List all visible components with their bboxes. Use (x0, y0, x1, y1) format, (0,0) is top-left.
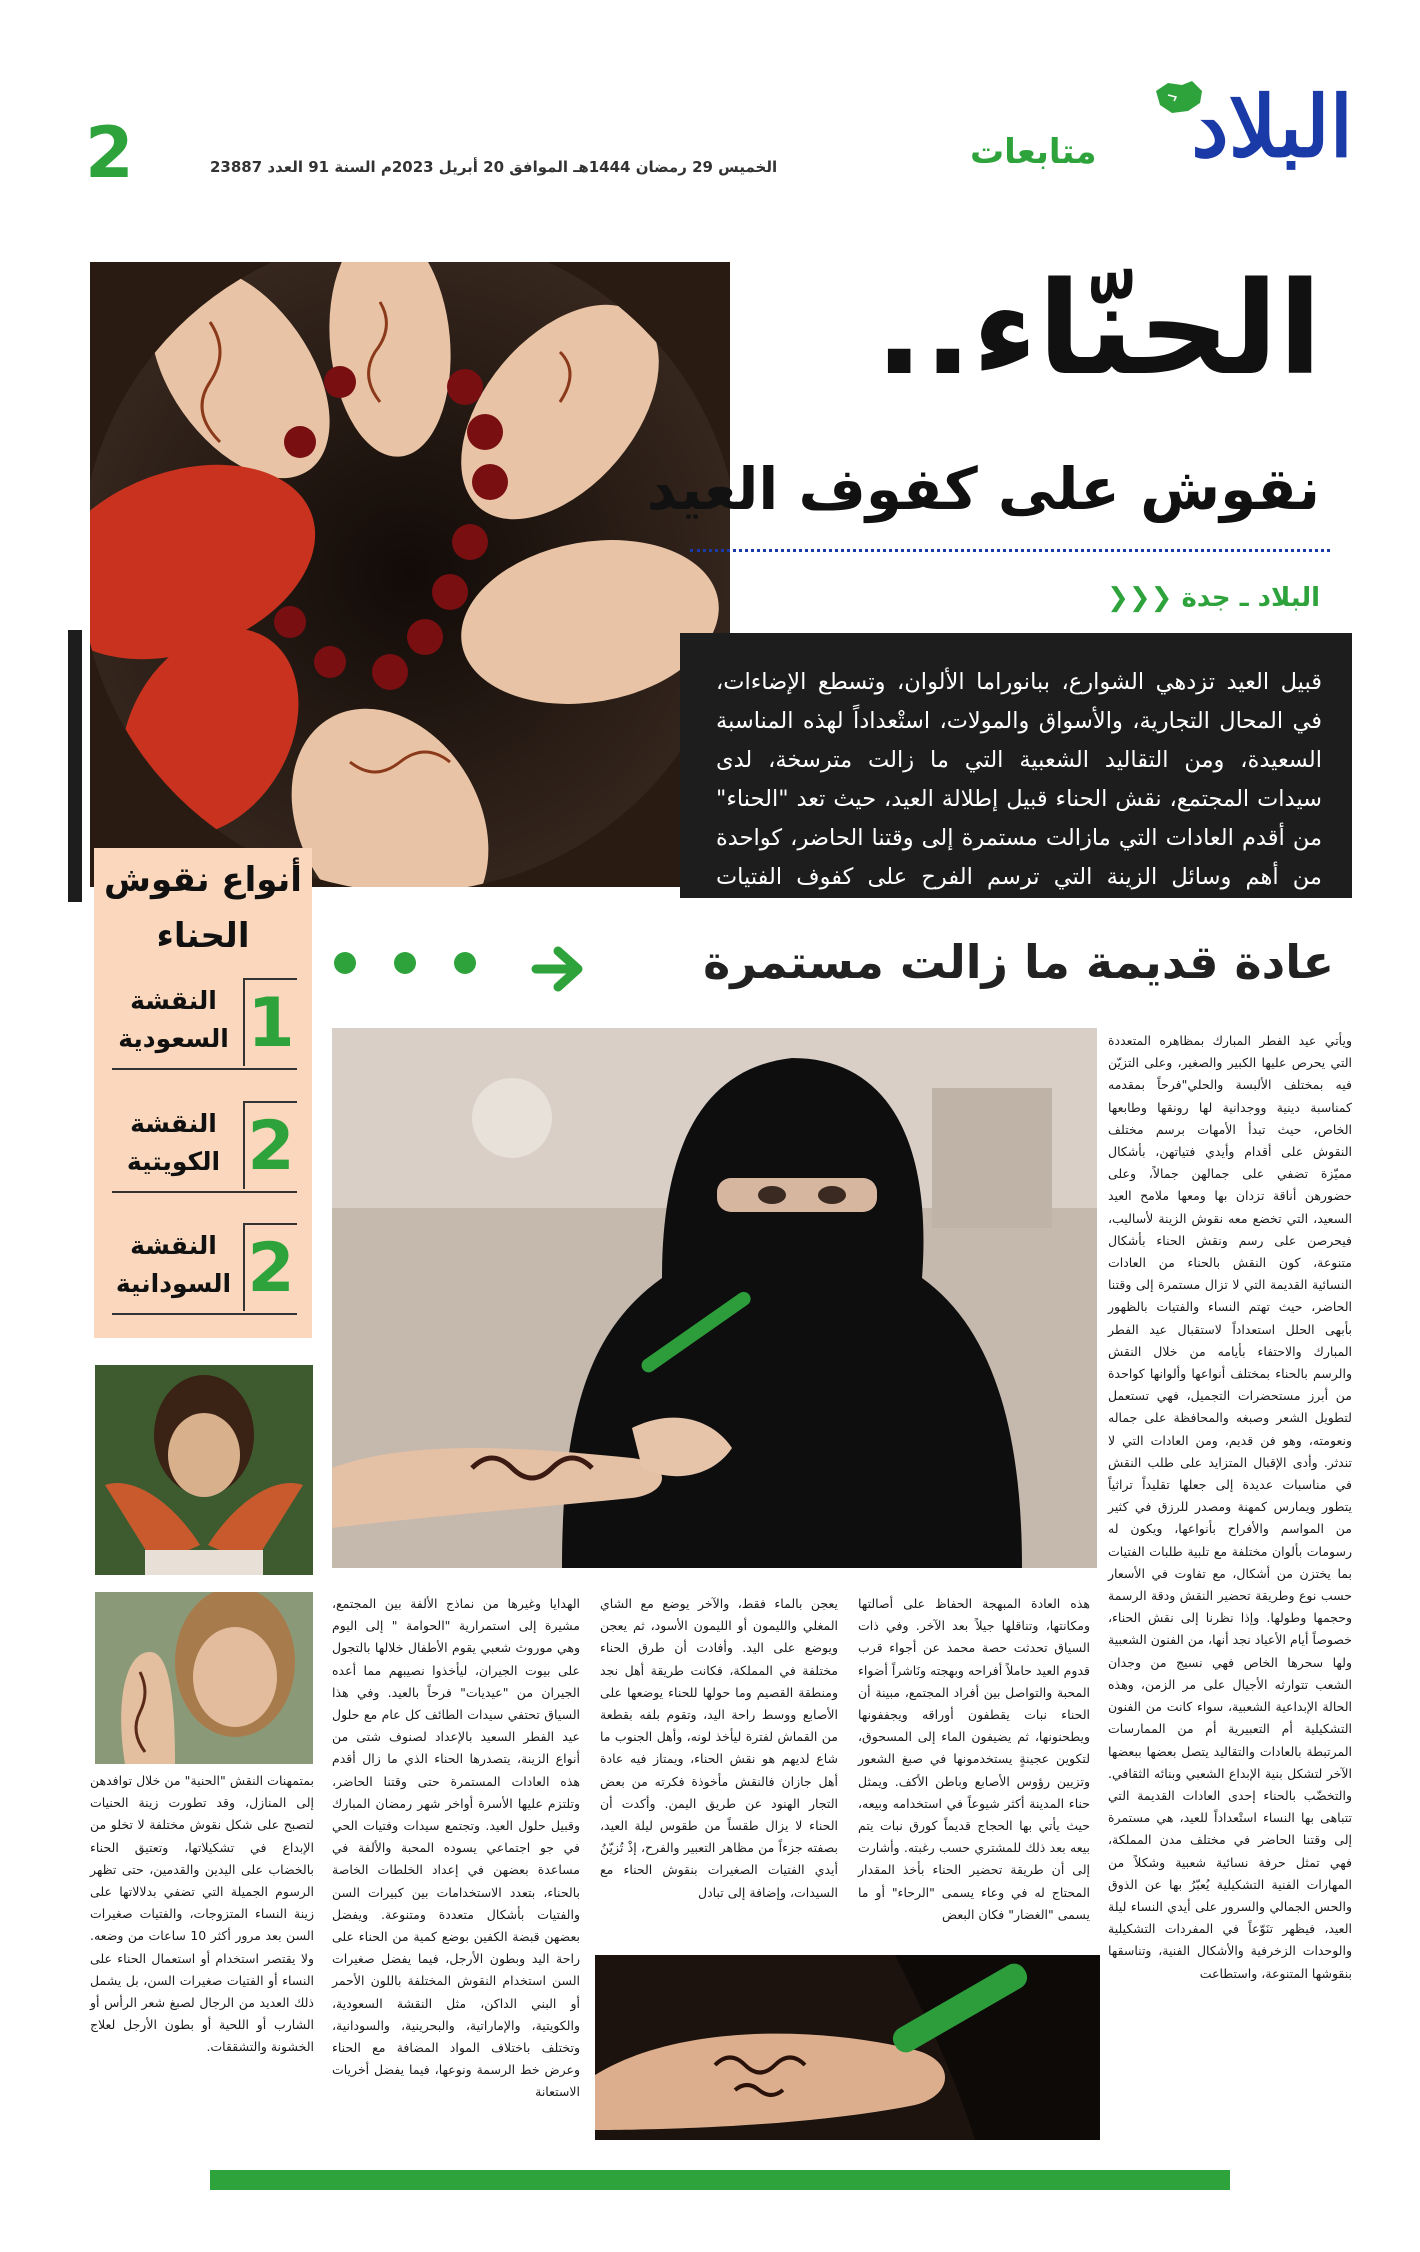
article-column-3: يعجن بالماء فقط، والآخر يوضع مع الشاي المغلي والليمون أو الليمون الأسود، ثم يعجن ويوضع على اليد. وأفادت أن طرق الحناء مختلفة في المملكة، فكانت طريقة أهل نجد ومنطقة القصيم وما حولها للحناء يوضعها على الأصابع ووسط راحة اليد، وتقوم بلفه بقطعة من القماش لفترة ليأخذ لونه، وأهل الجنوب ما شاع لديهم هو نقش الحناء، ويمتاز فيه عادة أهل جازان فالنقش مأخوذة فكرته من بعض التجار الهنود عن طريق اليمن. وأكدت أن الحناء لا يزال طقساً من طقوس ليلة العيد، بصفته جزءاً من مظاهر التعبير والفرح، إذْ تُزيّنُ أيدي الفتيات الصغيرات بنقوش الحناء مع السيدات، وإضافة إلى تبادل (600, 1596, 838, 1900)
byline-text: البلاد ـ جدة (1181, 583, 1320, 613)
henna-drawing-closeup-photo (595, 1955, 1100, 2140)
section-label: متابعات (970, 132, 1097, 172)
page-number: 2 (85, 112, 134, 194)
girl-henna-hand-photo (95, 1592, 313, 1764)
article-column-1: ويأتي عيد الفطر المبارك بمظاهره المتعددة التي يحرص عليها الكبير والصغير، وعلى التزيّن فيه بمختلف الألبسة والحلي"فرحاً بمقدمه كمناسبة دينية ووجدانية لها رونقها وطابعها الخاص، حيث تبدأ الأمهات برسم مختلف النقوش على أقدام وأيدي فتياتهن، بأشكال مميّزة تضفي على جمالهن جمالاً، وعلى حضورهن أناقة تزدان بها ومعها ملامح العيد السعيد، التي تخضع معه نقوش الزينة لأساليب، فيحرصن على رسم ونقش الحناء بأشكال متنوعة، كون النقش بالحناء من العادات النسائية القديمة التي لا تزال مستمرة إلى وقتنا الحاضر، حيث تهتم النساء والفتيات بالظهور بأبهى الحلل استعداداً لاستقبال عيد الفطر المبارك والاحتفاء بأيامه من خلال النقش والرسم بالحناء بمختلف أنواعها وألوانها كواحدة من أبرز مستحضرات التجميل، فهي تستعمل لتطويل الشعر وصبغه والمحافظة على جماله ونعومته، وهو فن قديم، ومن العادات التي لا تندثر. وأدى الإقبال المتزايد على طلب النقش في مناسبات عديدة إلى جعلها تقليداً تراثياً يتطور ويمارس كمهنة ومصدر للرزق في كثير من المواسم والأفراح بأنواعها، ويكون له رسومات بألوان مختلفة مع تلبية طلبات الفتيات بما يختزن من أشكال، مع تفاوت في الأسعار حسب نوع وطريقة تحضير النقش ودقة الرسمة وحجمها وطولها. وإذا نظرنا إلى نقش الحناء، خصوصاً أيام الأعياد نجد أنها، من الفنون الشعبية ولها سحرها الخاص فهي نسيج من وجدان الشعب تتوارثه الأجيال على مر الزمن، وهذه الحالة الإبداعية الشعبية، سواء كانت من الفنون التشكيلية أم التعبيرية أم من الممارسات المرتبطة بالعادات والتقاليد يتصل بعضها ببعضها الآخر لتشكل بنية الإبداع الشعبي وبنائه الثقافي. والتخضّب بالحناء إحدى العادات القديمة التي تتباهى بها النساء استْعداداً للعيد، هي مستمرة إلى وقتنا الحاضر في مختلف مدن المملكة، فهي تمثل حرفة نسائية شعبية وشكلاً من المهارات الفنية التشكيلية يُعبّرُ بها عن الذوق والحس الجمالي والسرور على أيدي النساء ليلة العيد، فيظهر تنَوّعاً في المفردات التشكيلية والوحدات الزخرفية والأشكال الفنية، وتناسقها بنقوشها المتنوعة، واستطاعت (1108, 1033, 1352, 1981)
article-column-2: هذه العادة المبهجة الحفاظ على أصالتها ومكانتها، وتناقلها جيلاً بعد الآخر. وفي ذات السياق تحدثت حصة محمد عن أجواء قرب قدوم العيد حاملاً أفراحه وبهجته ونَاشراً أضواء المحبة والتواصل بين أفراد المجتمع، مبينة أن الحناء نبات يقطفون أوراقه ويجففونها ويطحنونها، ثم يضيفون الماء إلى المسحوق، لتكوين عجينةٍ يستخدمونها في صبغ الشعور وتزيين رؤوس الأصابع وباطن الأكف. ويمثل حناء المدينة أكثر شيوعاً في استخدامه وبيعه، حيث يأتي بها الحجاج قديماً كورق نبات يتم بيعه بعد ذلك للمشتري حسب رغبته. وأشارت إلى أن طريقة تحضير الحناء بأخذ المقدار المحتاج له في وعاء يسمى "الرحاء" أو ما يسمى "الغضار" فكان البعض (858, 1596, 1090, 1922)
article-column-4: الهدايا وغيرها من نماذج الألفة بين المجتمع، مشيرة إلى استمرارية "الحوامة " إلى اليوم وهي موروث شعبي يقوم الأطفال خلالها بالتجول على بيوت الجيران، ليأخذوا نصيبهم مما أعده الجيران من "عيديات" فرحاً بالعيد. وفي هذا السياق تحتفي سيدات الطائف كل عام مع حلول عيد الفطر السعيد بالإعداد لصنوف شتى من أنواع الزينة، يتصدرها الحناء الذي ما زال أقدم هذه العادات المستمرة حتى وقتنا الحاضر، وتلتزم عليها الأسرة أواخر شهر رمضان المبارك وقبيل حلول العيد. وتجتمع سيدات وفتيات الحي في جو اجتماعي يسوده المحبة والألفة في مساعدة بعضهن في إعداد الخلطات الخاصة بالحناء، بتعدد الاستخدامات بين كبيرات السن والفتيات بأشكال متعددة ومتنوعة. ويفضل بعضهن قبضة الكفين بوضع كمية من الحناء على راحة اليد وبطون الأرجل، فيما يفضل صغيرات السن استخدام النقوش المختلفة باللون الأحمر أو البني الداكن، مثل النقشة السعودية، والكويتية، والإماراتية، والبحرينية، والسودانية، وتختلف باختلاف المواد المضافة مع الحناء وعرض خط الرسمة ونوعها، فيما يفضل أخريات الاستعانة (332, 1596, 580, 2100)
type-number: 1 (243, 978, 297, 1066)
headline-title: الحنّاء.. (874, 255, 1322, 404)
footer-bar (210, 2170, 1230, 2190)
intro-text: قبيل العيد تزدهي الشوارع، ببانوراما الألوان، وتسطع الإضاءات، في المحال التجارية، والأسواق والمولات، استْعداداً لهذه المناسبة السعيدة، ومن التقاليد الشعبية التي ما زالت مترسخة، لدى سيدات المجتمع، نقش الحناء قبيل إطلالة العيد، حيث تعد "الحناء" من أقدم العادات التي مازالت مستمرة إلى وقتنا الحاضر، كواحدة من أهم وسائل الزينة التي ترسم الفرح على كفوف الفتيات ابْتهاجاً بالمناسبات السعيدة. (716, 669, 1322, 929)
type-item (112, 1223, 297, 1315)
section-title: عادة قديمة ما زالت مستمرة (703, 935, 1334, 989)
arrow-right-icon (528, 944, 588, 994)
type-label: النقشة السعودية (118, 986, 229, 1053)
chevrons-icon: ❮❮❮ (1107, 583, 1173, 613)
dots-decoration (330, 948, 490, 978)
type-item (112, 1101, 297, 1193)
type-item (112, 978, 297, 1070)
types-title: أنواع نقوش الحناء (104, 860, 302, 956)
title-divider (690, 549, 1330, 552)
byline (1099, 583, 1320, 613)
girl-henna-hands-photo (95, 1365, 313, 1575)
intro-box (680, 633, 1352, 929)
type-number: 2 (243, 1101, 297, 1189)
logo-text: البلاد (1191, 77, 1353, 176)
headline-subtitle: نقوش على كفوف العيد (646, 455, 1320, 523)
henna-types-panel (94, 848, 312, 1338)
dateline: الخميس 29 رمضان 1444هـ الموافق 20 أبريل 2023م السنة 91 العدد 23887 (210, 158, 778, 176)
newspaper-logo (1118, 77, 1353, 195)
frame-left-bar (68, 630, 82, 902)
type-label: النقشة السودانية (115, 1231, 232, 1298)
article-column-5: بمتمهنات النقش "الحنية" من خلال توافدهن إلى المنازل، وقد تطورت زينة الحنيات لتصبح على شكل نقوش مختلفة لا تخلو من الإبداع في تشكيلاتها، وتعتيق الحناء بالخضاب على اليدين والقدمين، حتى تظهر الرسوم الجميلة التي تضفي بدلالاتها على زينة النساء المتزوجات، والفتيات صغيرات السن بعد مرور أكثر 10 ساعات من وضعه. ولا يقتصر استخدام أو استعمال الحناء على النساء أو الفتيات صغيرات السن، بل يشمل ذلك العديد من الرجال لصبغ شعر الرأس أو الشارب أو اللحية أو بطون الأرجل لعلاج الخشونة والتشققات. (90, 1773, 314, 2055)
type-label: النقشة الكويتية (126, 1109, 221, 1176)
type-number: 2 (243, 1223, 297, 1311)
henna-artist-photo (332, 1028, 1097, 1568)
hero-henna-hands-photo (90, 262, 730, 887)
